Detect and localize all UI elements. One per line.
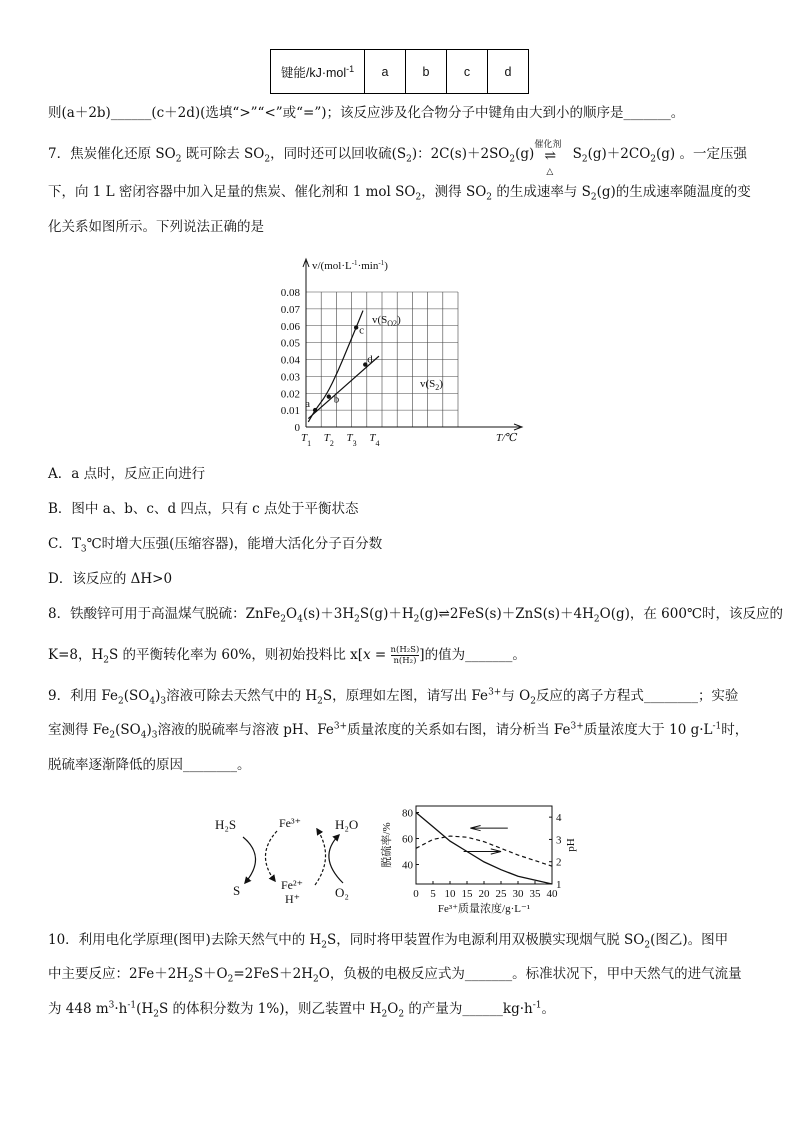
sub: 2 (406, 154, 412, 165)
text: 7．焦炭催化还原 SO (48, 146, 176, 162)
x-tick-label: 10 (444, 888, 456, 900)
header-sup: -1 (346, 63, 355, 74)
text: ]的值为 (419, 647, 466, 663)
text: ) (146, 722, 152, 738)
text: 时， (721, 722, 749, 738)
q9-line3 (48, 755, 251, 775)
text: ，测得 SO (421, 184, 487, 200)
x-tick-label: 5 (430, 888, 436, 900)
desulfurization-cycle-diagram (205, 805, 365, 915)
sub: 2 (188, 974, 194, 985)
text: ·h (114, 1001, 128, 1017)
rate-temperature-chart (270, 255, 530, 455)
fraction (391, 645, 420, 666)
point-label: a (305, 398, 311, 411)
y-tick-label: 0.03 (280, 371, 300, 384)
y-tick-label: 40 (402, 859, 413, 872)
answer-blank: ________ (183, 757, 237, 773)
fe2-to-fe3-arrow (315, 829, 326, 885)
q10-line1 (48, 930, 728, 950)
h2o-label: H₂O (335, 817, 359, 832)
text: 。 (237, 757, 251, 773)
text: ”或“=”)；该反应涉及化合物分子中键角由大到小的顺序是 (275, 105, 624, 121)
q9-line2 (48, 720, 748, 740)
text: 则(a＋2b) (48, 105, 111, 121)
data-point (327, 394, 331, 398)
option-c (48, 534, 382, 554)
sub: 2 (415, 192, 422, 203)
sub: 2 (264, 154, 271, 165)
sub: 2 (644, 940, 651, 951)
sub: 3 (151, 730, 158, 741)
h2s-to-s-arrow (243, 837, 256, 883)
sub: 2 (581, 154, 588, 165)
text: (g)的生成速率随温度的变 (596, 184, 751, 200)
header-text: 键能/kJ·mol (280, 65, 347, 80)
catalyst-label: 催化剂 (534, 139, 562, 150)
series-label-sub: 2 (435, 383, 440, 392)
q7-line2 (48, 182, 751, 202)
text: S (568, 146, 582, 162)
sub: 2 (175, 154, 182, 165)
y-axis-label-part: ) (384, 260, 388, 272)
text: 。 (512, 647, 526, 663)
series-label-so2: $v(S_{O2})$ (372, 314, 401, 328)
x-tick-label: $T_2$ (323, 432, 334, 448)
x-tick-label: 30 (512, 888, 524, 900)
sup: -1 (127, 1000, 137, 1011)
text: O(g)，在 600℃时，该反应的 (599, 606, 784, 622)
sup: 3+ (570, 721, 584, 732)
text: < (264, 105, 276, 121)
text: 既可除去 SO (181, 146, 265, 162)
text: 与 O (501, 688, 531, 704)
equilibrium-arrow (534, 139, 566, 177)
series-label-end: ) (439, 378, 443, 390)
table-header-cell (271, 50, 365, 94)
series-label-end: ) (397, 314, 401, 326)
text: (g) (515, 146, 535, 162)
sub: 2 (153, 1009, 159, 1020)
q8-line1 (48, 604, 783, 624)
option-a: A．a 点时，反应正向进行 (48, 466, 206, 482)
sub: 2 (118, 696, 124, 707)
y2-tick-label: 3 (556, 834, 562, 847)
y-tick-label: 0.02 (280, 388, 300, 401)
x-tick-label: $T_3$ (346, 432, 357, 448)
text: (图乙)。图甲 (650, 932, 729, 948)
h-ion-label: H⁺ (285, 892, 300, 906)
text: = (370, 647, 391, 663)
sub: 2 (530, 696, 536, 707)
text: =2FeS＋2H (233, 966, 314, 982)
sub: 2 (103, 655, 109, 666)
sub: 4 (297, 614, 303, 625)
y-tick-label: 0.01 (280, 405, 300, 418)
text: kg·h (502, 1001, 533, 1017)
x-tick-label: 0 (413, 888, 419, 900)
plot-frame (416, 806, 552, 884)
text: )：2C(s)＋2SO (411, 146, 510, 162)
q7-line3: 化关系如图所示。下列说法正确的是 (48, 219, 264, 235)
text: S 的平衡转化率为 60%，则初始投料比 x[ (109, 647, 364, 663)
fe3-label: Fe³⁺ (279, 816, 301, 830)
fe3-to-fe2-arrow (265, 831, 277, 881)
sub: 2 (593, 614, 600, 625)
answer-blank: ______ (110, 105, 152, 121)
text: O (286, 606, 298, 622)
s-label: S (233, 883, 241, 898)
text: (g)＋2CO (587, 146, 651, 162)
desulfurization-rate-chart (370, 798, 590, 920)
text: 10．利用电化学原理(图甲)去除天然气中的 H (48, 932, 322, 948)
q9-line1 (48, 686, 738, 706)
text: 反应的离子方程式 (535, 688, 644, 704)
point-label: b (333, 393, 340, 406)
h2s-label: H₂S (215, 817, 237, 832)
sub: 2 (280, 614, 287, 625)
data-point (313, 408, 317, 412)
data-point (354, 325, 358, 329)
point-label: d (367, 353, 373, 366)
point-label: c (359, 324, 365, 337)
sub: 2 (313, 974, 319, 985)
text: 脱硫率逐渐降低的原因 (48, 757, 183, 773)
sub: 3 (80, 544, 87, 555)
text: 室测得 Fe (48, 722, 110, 738)
sub: 2 (509, 154, 516, 165)
x-tick-label: 20 (478, 888, 490, 900)
y2-tick-label: 4 (556, 812, 562, 825)
text: 8．铁酸锌可用于高温煤气脱硫：ZnFe (48, 606, 281, 622)
q10-line3 (48, 999, 555, 1019)
text: S(g)＋H (359, 606, 414, 622)
y2-tick-label: 2 (556, 856, 562, 869)
y2-axis-label: pH (565, 838, 577, 852)
sub: 2 (109, 730, 116, 741)
y-tick-label: 0.04 (280, 354, 300, 367)
text: (s)＋3H (302, 606, 355, 622)
sub: 2 (486, 192, 493, 203)
text: 的生成速率与 S (492, 184, 591, 200)
y-tick-label: 60 (402, 833, 413, 846)
sup: 3+ (333, 721, 348, 732)
q10-line2 (48, 964, 742, 984)
sup: -1 (712, 721, 722, 732)
text: O (387, 1001, 399, 1017)
text: 中主要反应：2Fe＋2H (48, 966, 189, 982)
sub: 2 (590, 192, 597, 203)
text: 下，向 1 L 密闭容器中加入足量的焦炭、催化剂和 1 mol SO (48, 184, 416, 200)
y-axis-label-part: ·min (357, 260, 379, 272)
x-tick-label: $T_4$ (369, 432, 380, 448)
text: S，同时将甲装置作为电源利用双极膜实现烟气脱 SO (327, 932, 645, 948)
heat-label: △ (546, 166, 554, 177)
text: 。标准状况下，甲中天然气的进气流量 (512, 966, 742, 982)
sub: 2 (398, 1009, 405, 1020)
y-axis-label-part: -1 (351, 259, 358, 267)
y-tick-label: 80 (402, 807, 413, 820)
series-removal-rate-line (416, 813, 552, 885)
text: 溶液可除去天然气中的 H (166, 688, 318, 704)
q6-tail-line (48, 103, 684, 123)
text: (H (136, 1001, 154, 1017)
text: ，同时还可以回收硫(S (270, 146, 407, 162)
text: 的产量为 (404, 1001, 463, 1017)
text: (g) 。一定压强 (656, 146, 747, 162)
variable-x: x (363, 647, 371, 663)
arrow-left-icon (470, 826, 507, 831)
x-tick-sub: 2 (329, 439, 334, 448)
text: 。 (541, 1001, 555, 1017)
text: (c＋2d)(选填“>”“ (151, 105, 265, 121)
sub: 2 (321, 940, 328, 951)
y-axis-label-part: -1 (378, 259, 385, 267)
q7-line1 (48, 139, 747, 177)
answer-blank: _______ (623, 105, 671, 121)
x-tick-label: $T_1$ (300, 432, 312, 448)
sup: 3+ (488, 687, 502, 698)
bond-energy-table (270, 49, 529, 94)
fe2-label: Fe²⁺ (281, 878, 303, 892)
x-tick-label: 25 (495, 888, 507, 900)
sub: 4 (149, 696, 156, 707)
x-tick-label: 15 (461, 888, 473, 900)
option-b: B．图中 a、b、c、d 四点，只有 c 点处于平衡状态 (48, 501, 359, 517)
answer-blank: ________ (643, 688, 698, 704)
text: O，负极的电极反应式为 (318, 966, 465, 982)
y-tick-label: 0 (294, 422, 300, 434)
q8-line2 (48, 645, 526, 666)
y2-tick-label: 1 (556, 879, 562, 891)
sub: 3 (160, 696, 167, 707)
equilibrium-arrow-icon: ⇌ (544, 147, 557, 164)
text: (g)⇌2FeS(s)＋ZnS(s)＋4H (419, 606, 594, 622)
y-tick-label: 0.07 (280, 303, 300, 316)
text: S＋O (193, 966, 228, 982)
text: 为 448 m (48, 1001, 109, 1017)
text: 质量浓度的关系如右图，请分析当 Fe (347, 722, 571, 738)
table-cell-a: a (365, 50, 406, 94)
series-label-s2: $v(S_2)$ (420, 378, 443, 392)
table-cell-b: b (406, 50, 447, 94)
x-axis-label: T/℃ (496, 432, 518, 444)
text: 。 (670, 105, 685, 121)
option-d: D．该反应的 ΔH>0 (48, 571, 173, 587)
sup: 3 (108, 1000, 115, 1011)
y-tick-label: 0.08 (280, 287, 300, 299)
text: ℃时增大压强(压缩容器)，能增大活化分子百分数 (86, 536, 383, 552)
text: 溶液的脱硫率与溶液 pH、Fe (157, 722, 334, 738)
x-axis-label: Fe³⁺质量浓度/g·L⁻¹ (437, 903, 531, 915)
text: 9．利用 Fe (48, 688, 118, 704)
text: ) (155, 688, 161, 704)
text: 质量浓度大于 10 g·L (583, 722, 713, 738)
text: (SO (115, 722, 141, 738)
text: K=8，H (48, 647, 104, 663)
sub: 2 (381, 1009, 388, 1020)
sub: 2 (317, 696, 323, 707)
y-tick-label: 0.05 (280, 337, 300, 350)
answer-blank: ______ (462, 1001, 503, 1017)
sup: -1 (532, 1000, 542, 1011)
text: S 的体积分数为 1%)，则乙装置中 H (158, 1001, 382, 1017)
answer-blank: _______ (465, 647, 513, 663)
y-tick-label: 0.06 (280, 320, 300, 333)
sub: 2 (650, 154, 656, 165)
fraction-numerator: n(H₂S) (390, 645, 420, 655)
text: C．T (48, 536, 81, 552)
x-tick-sub: 3 (352, 439, 357, 448)
table-row (271, 50, 529, 94)
series-label-sub: O2 (387, 319, 398, 328)
x-tick-sub: 4 (375, 439, 380, 448)
x-tick-label: 35 (529, 888, 541, 900)
table-cell-d: d (488, 50, 529, 94)
text: (SO (123, 688, 150, 704)
x-tick-sub: 1 (307, 439, 312, 448)
fraction-denominator: n(H₂) (393, 656, 417, 666)
x-tick-label: 40 (546, 888, 558, 900)
o2-label: O₂ (335, 885, 349, 900)
answer-blank: _______ (464, 966, 513, 982)
y-axis-label: 脱硫率/% (381, 822, 393, 868)
o2-to-h2o-arrow (329, 835, 343, 883)
text: S，原理如左图，请写出 Fe (322, 688, 489, 704)
sub: 4 (140, 730, 147, 741)
table-cell-c: c (447, 50, 488, 94)
sub: 2 (227, 974, 234, 985)
y-axis-label: $v/(mol\cdot L^{-1}\cdot\min^{-1})$ (312, 259, 388, 272)
text: ；实验 (697, 688, 739, 704)
sub: 2 (354, 614, 360, 625)
sub: 2 (413, 614, 420, 625)
